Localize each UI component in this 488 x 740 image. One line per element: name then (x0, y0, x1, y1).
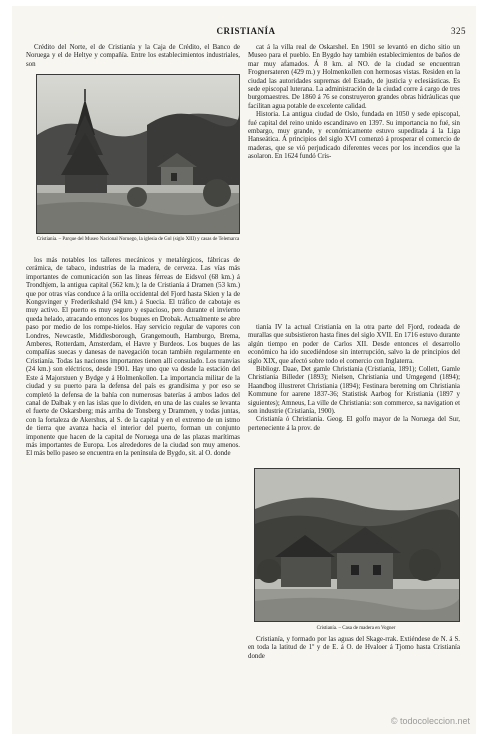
paragraph: Historia. La antigua ciudad de Oslo, fundada en 1050 y sede episcopal, fué capital del reino unido escandinavo en 1397. Su importancia no fué, sin embargo, muy grande, y económicamente estuvo supeditada á la Liga Hanseática. Á principios del siglo XVI comenzó á prosperar el comercio de maderas, que se vió perjudicado diferentes veces por los incendios que la asolaron. En 1624 fundó Cris- (248, 111, 460, 161)
paragraph: Cristianía, y formado por las aguas del Skage-rrak. Extiéndese de N. á S. en toda la latitud de 1º y de E. á O. de Hvaloer á Tjomo hasta Cristianía donde (248, 636, 460, 660)
right-column-top (248, 44, 460, 322)
figure2-caption: Cristianía. – Casa de madera en Vogner (316, 626, 396, 631)
paragraph: tianía IV la actual Cristianía en la otra parte del Fjord, rodeada de murallas que subsistieron hasta fines del siglo XVII. En 1716 estuvo durante algún tiempo en poder de Carlos XII. Desde entonces el desarrollo económico ha ido sucediéndose sin interrupción, salvo la de principios del siglo XIX, que afectó sobre todo el comercio con Inglaterra. (248, 324, 460, 365)
running-title: CRISTIANÍA (216, 26, 276, 36)
page-number: 325 (451, 26, 466, 36)
watermark: © todocoleccion.net (390, 716, 470, 726)
right-column-bottom (248, 636, 460, 670)
stave-church-illustration (37, 75, 239, 233)
figure1-caption: Cristianía. – Parque del Museo Nacional Noruego, la iglesia de Gol (siglo XIII) y casas de Telemarca (36, 237, 240, 242)
bibliography: Bibliogr. Daae, Det gamle Christiania (Cristianía, 1891); Collett, Gamle Christiania Billeder (1893); Nielsen, Christiania und Umgegend (1894); Haandbog illustreret Christiania (1894); Festinara beretning om Christiania Kommune for aarene 1837-36; Statistisk Aarbog for Kristiania (1897 y siguientes); Amneus, La ville de Christiania: son commerce, sa navigation et son industrie (Cristianía, 1900). (248, 366, 460, 416)
paragraph: Crédito del Norte, el de Cristianía y la Caja de Crédito, el Banco de Noruega y el de Heltye y compañía. Entre los establecimientos industriales, son (26, 44, 240, 68)
paragraph: Cristianía ó Christianía. Geog. El golfo mayor de la Noruega del Sur, perteneciente á la prov. de (248, 416, 460, 432)
wooden-house-photo (254, 468, 460, 622)
encyclopedia-page (12, 6, 476, 734)
paragraph: cat á la villa real de Oskarshel. En 1901 se levantó en dicho sitio un Museo para el pueblo. En Bygdo hay también establecimientos de baños de mar muy afamados. Á 8 km. al NO. de la ciudad se encuentran Frognersateren (429 m.) y Holmenkollen con hermosas vistas. Residen en la ciudad las autoridades supremas del Estado, de justicia y eclesiásticas. Es sede episcopal luterana. La administración de la ciudad corre á cargo de tres burgomaestres. De 1860 á 76 se construyeron grandes obras hidráulicas que facilitan agua potable de excelente calidad. (248, 44, 460, 110)
page-header (26, 26, 466, 40)
wooden-house-illustration (255, 469, 459, 621)
paragraph: los más notables los talleres mecánicos y metalúrgicos, fábricas de cerámica, de tabaco, industrias de la madera, de cerveza. Las vías más importantes de comunicación son las líneas férreas de Eidsvol (68 km.) á Trondhjem, la antigua capital (562 km.); la de Cristianía á Dramen (53 km.) que por otras vías conduce á la orilla occidental del Fjord hasta Skien y la de Kongsvinger y Frederikshald (94 km.) á Suecia. El tráfico de cabotaje es muy activo. El puerto es muy seguro y espacioso, pero durante el invierno queda helado, atracando entonces los buques en Drobak. Actualmente se abre paso por medio de los rompe-hielos. Hay servicio regular de vapores con Londres, Newcastle, Middlesborough, Grangemouth, Hamburgo, Brema, Amberes, Rotterdam, Amsterdam, el Havre y Burdeos. Los buques de las compañías suecas y danesas de navegación tocan también regularmente en Cristianía. Todas las naciones importantes tienen allí consulado. Los tranvías (24 km.) son eléctricos, desde 1901. Hay uno que va desde la estación del Este á Majorstuen y Bydge y á Holmenkollen. La importancia militar de la ciudad y su puerto para la defensa del país es grandísima y por eso se completó la defensa de la bahía con numerosas baterías á ambos lados del canal de Dalbak y en las islas que lo dividen, en una de las cuales se levanta el fuerte de Oskarsberg; más arriba de Tonsberg y Drammen, y todas juntas, con la fortaleza de Akershus, al S. de la capital y en el extremo de un istmo de tierra que avanza hacia el interior del puerto, forman un conjunto imponente que hacen de la capital de Noruega una de las plazas marítimas más importantes de Europa. Los alrededores de la ciudad son muy amenos. El más bello paseo se encuentra en la península de Bygdo, sit. al O. donde (26, 257, 240, 458)
left-column-top (26, 44, 240, 78)
left-column-main (26, 257, 240, 727)
museum-church-photo (36, 74, 240, 234)
right-column-mid (248, 324, 460, 464)
